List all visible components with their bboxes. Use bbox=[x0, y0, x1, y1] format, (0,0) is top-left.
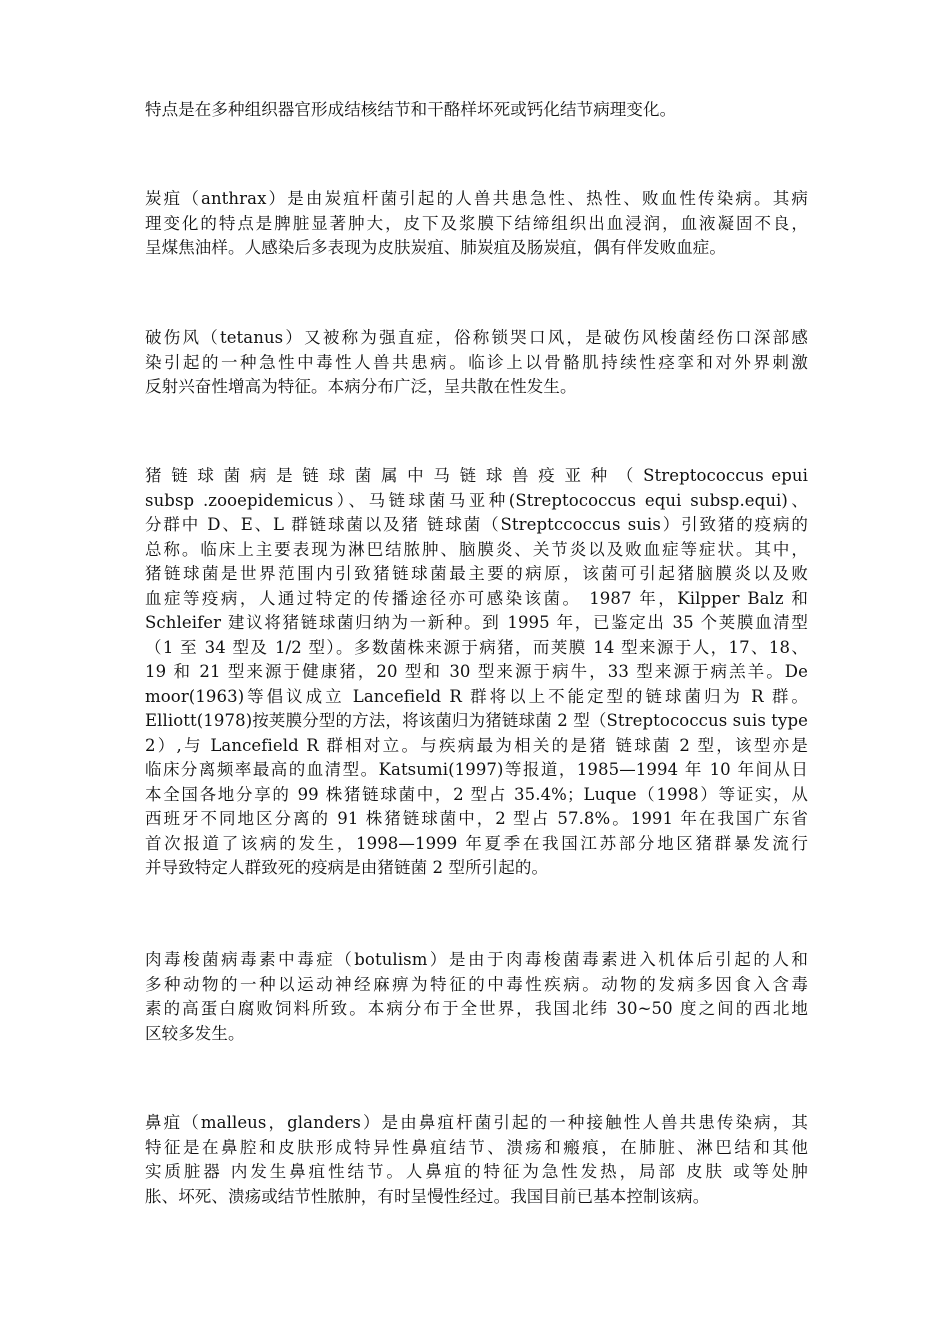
text-line: 染引起的一种急性中毒性人兽共患病。临诊上以骨骼肌持续性痉挛和对外界刺激 bbox=[145, 352, 808, 372]
text-line: 猪 链 球 菌 病 是 链 球 菌 属 中 马 链 球 兽 疫 亚 种 （ Streptococcus epui bbox=[145, 466, 808, 485]
text-line: 总称。临床上主要表现为淋巴结脓肿、脑膜炎、关节炎以及败血症等症状。其中， bbox=[145, 539, 808, 559]
text-line: 首次报道了该病的发生，1998—1999 年夏季在我国江苏部分地区猪群暴发流行 bbox=[145, 833, 808, 853]
text-line: 分群中 D、E、L 群链球菌以及猪 链球菌（Streptccoccus suis）引致猪的疫病的 bbox=[145, 515, 808, 534]
text-line: 特征是在鼻腔和皮肤形成特异性鼻疽结节、溃疡和瘢痕，在肺脏、淋巴结和其他 bbox=[145, 1137, 808, 1157]
paragraph-glanders bbox=[145, 1111, 808, 1209]
text-line: moor(1963)等倡议成立 Lancefield R 群将以上不能定型的链球菌归为 R 群。 bbox=[145, 686, 808, 706]
paragraph-botulism bbox=[145, 948, 808, 1046]
text-line: 多种动物的一种以运动神经麻痹为特征的中毒性疾病。动物的发病多因食入含毒 bbox=[145, 974, 808, 994]
text-line: 肉毒梭菌病毒素中毒症（botulism）是由于肉毒梭菌毒素进入机体后引起的人和 bbox=[145, 950, 808, 969]
text-line: 实质脏器 内发生鼻疽性结节。人鼻疽的特征为急性发热，局部 皮肤 或等处肿 bbox=[145, 1162, 808, 1181]
text-line: 19 和 21 型来源于健康猪，20 型和 30 型来源于病牛，33 型来源于病羔羊。De bbox=[145, 662, 808, 681]
text-line: （1 至 34 型及 1/2 型）。多数菌株来源于病猪，而荚膜 14 型来源于人，17、18、 bbox=[145, 637, 808, 657]
text-line: 区较多发生。 bbox=[145, 1023, 245, 1043]
paragraph-anthrax bbox=[145, 187, 808, 261]
text-line: 猪链球菌是世界范围内引致猪链球菌最主要的病原，该菌可引起猪脑膜炎以及败 bbox=[145, 564, 808, 583]
text-line: 血症等疫病，人通过特定的传播途径亦可感染该菌。 1987 年，Kilpper Balz 和 bbox=[145, 588, 808, 608]
text-line: 胀、坏死、溃疡或结节性脓肿，有时呈慢性经过。我国目前已基本控制该病。 bbox=[145, 1186, 710, 1206]
text-line: Elliott(1978)按荚膜分型的方法，将该菌归为猪链球菌 2 型（Streptococcus suis type bbox=[145, 711, 808, 730]
paragraph-streptococcus-suis bbox=[145, 464, 808, 881]
paragraph-tuberculosis-tail bbox=[145, 98, 808, 123]
text-line: 特点是在多种组织器官形成结核结节和干酪样坏死或钙化结节病理变化。 bbox=[145, 100, 677, 119]
text-line: 破伤风（tetanus）又被称为强直症，俗称锁哭口风，是破伤风梭菌经伤口深部感 bbox=[145, 328, 808, 347]
text-line: 临床分离频率最高的血清型。Katsumi(1997)等报道，1985—1994 年 10 年间从日 bbox=[145, 760, 808, 779]
text-line: 西班牙不同地区分离的 91 株猪链球菌中，2 型占 57.8%。1991 年在我国广东省 bbox=[145, 809, 808, 828]
text-line: 炭疽（anthrax）是由炭疽杆菌引起的人兽共患急性、热性、败血性传染病。其病 bbox=[145, 189, 808, 208]
text-line: 反射兴奋性增高为特征。本病分布广泛，呈共散在性发生。 bbox=[145, 377, 577, 396]
text-line: 鼻疽（malleus，glanders）是由鼻疽杆菌引起的一种接触性人兽共患传染病，其 bbox=[145, 1113, 808, 1132]
text-line: 2）,与 Lancefield R 群相对立。与疾病最为相关的是猪 链球菌 2 型，该型亦是 bbox=[145, 735, 808, 755]
text-line: 素的高蛋白腐败饲料所致。本病分布于全世界，我国北纬 30~50 度之间的西北地 bbox=[145, 999, 808, 1018]
text-line: 呈煤焦油样。人感染后多表现为皮肤炭疽、肺炭疽及肠炭疽，偶有伴发败血症。 bbox=[145, 238, 726, 257]
text-line: Schleifer 建议将猪链球菌归纳为一新种。到 1995 年，已鉴定出 35 个荚膜血清型 bbox=[145, 613, 808, 632]
text-line: subsp .zooepidemicus）、马链球菌马亚种(Streptococcus equi subsp.equi)、 bbox=[145, 490, 808, 510]
paragraph-tetanus bbox=[145, 326, 808, 400]
text-line: 本全国各地分享的 99 株猪链球菌中，2 型占 35.4%；Luque（1998）等证实，从 bbox=[145, 784, 808, 804]
text-line: 理变化的特点是脾脏显著肿大，皮下及浆膜下结缔组织出血浸润，血液凝固不良， bbox=[145, 213, 808, 233]
text-line: 并导致特定人群致死的疫病是由猪链菌 2 型所引起的。 bbox=[145, 858, 549, 877]
